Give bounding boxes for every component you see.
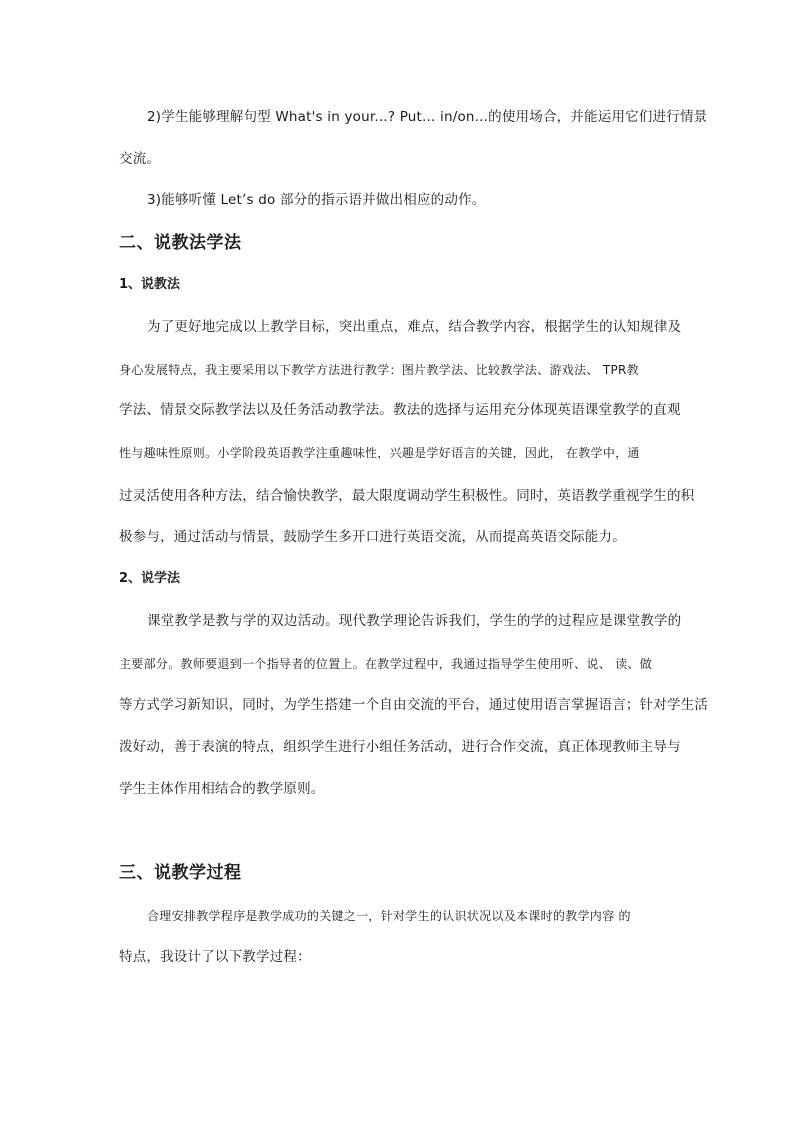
subheading-teaching-method: 1、说教法 xyxy=(119,277,181,292)
objective-3-line: 3)能够听懂 Let’s do 部分的指示语并做出相应的动作。 xyxy=(147,192,486,208)
learning-method-line-4: 泼好动，善于表演的特点，组织学生进行小组任务活动，进行合作交流，真正体现教师主导与 xyxy=(119,739,681,755)
teaching-method-line-6: 极参与，通过活动与情景，鼓励学生多开口进行英语交流，从而提高英语交际能力。 xyxy=(119,529,626,545)
learning-method-line-3: 等方式学习新知识，同时，为学生搭建一个自由交流的平台，通过使用语言掌握语言；针对学生活 xyxy=(119,697,709,713)
subheading-learning-method: 2、说学法 xyxy=(119,571,181,586)
teaching-method-line-2: 身心发展特点，我主要采用以下教学方法进行教学：图片教学法、比较教学法、游戏法、 TPR教 xyxy=(119,363,639,377)
teaching-method-line-1: 为了更好地完成以上教学目标，突出重点，难点，结合教学内容，根据学生的认知规律及 xyxy=(147,319,682,335)
teaching-process-line-2: 特点，我设计了以下教学过程： xyxy=(119,949,311,965)
section-heading-teaching-methods: 二、说教法学法 xyxy=(119,233,242,253)
objective-2-line-2: 交流。 xyxy=(119,151,161,167)
teaching-method-line-3: 学法、情景交际教学法以及任务活动教学法。教法的选择与运用充分体现英语课堂教学的直观 xyxy=(119,402,681,418)
learning-method-line-5: 学生主体作用相结合的教学原则。 xyxy=(119,781,325,797)
teaching-method-line-5: 过灵活使用各种方法，结合愉快教学，最大限度调动学生积极性。同时，英语教学重视学生的积 xyxy=(119,488,695,504)
teaching-method-line-4: 性与趣味性原则。小学阶段英语教学注重趣味性，兴趣是学好语言的关键，因此， 在教学中，通 xyxy=(119,446,640,460)
section-heading-teaching-process: 三、说教学过程 xyxy=(119,863,242,883)
objective-2-line-1: 2)学生能够理解句型 What's in your...? Put... in/on...的使用场合，并能运用它们进行情景 xyxy=(147,109,708,125)
learning-method-line-1: 课堂教学是教与学的双边活动。现代教学理论告诉我们，学生的学的过程应是课堂教学的 xyxy=(147,613,682,629)
teaching-process-line-1: 合理安排教学程序是教学成功的关键之一，针对学生的认识状况以及本课时的教学内容 的 xyxy=(147,909,631,923)
learning-method-line-2: 主要部分。教师要退到一个指导者的位置上。在教学过程中，我通过指导学生使用听、说、 读、做 xyxy=(119,657,653,671)
